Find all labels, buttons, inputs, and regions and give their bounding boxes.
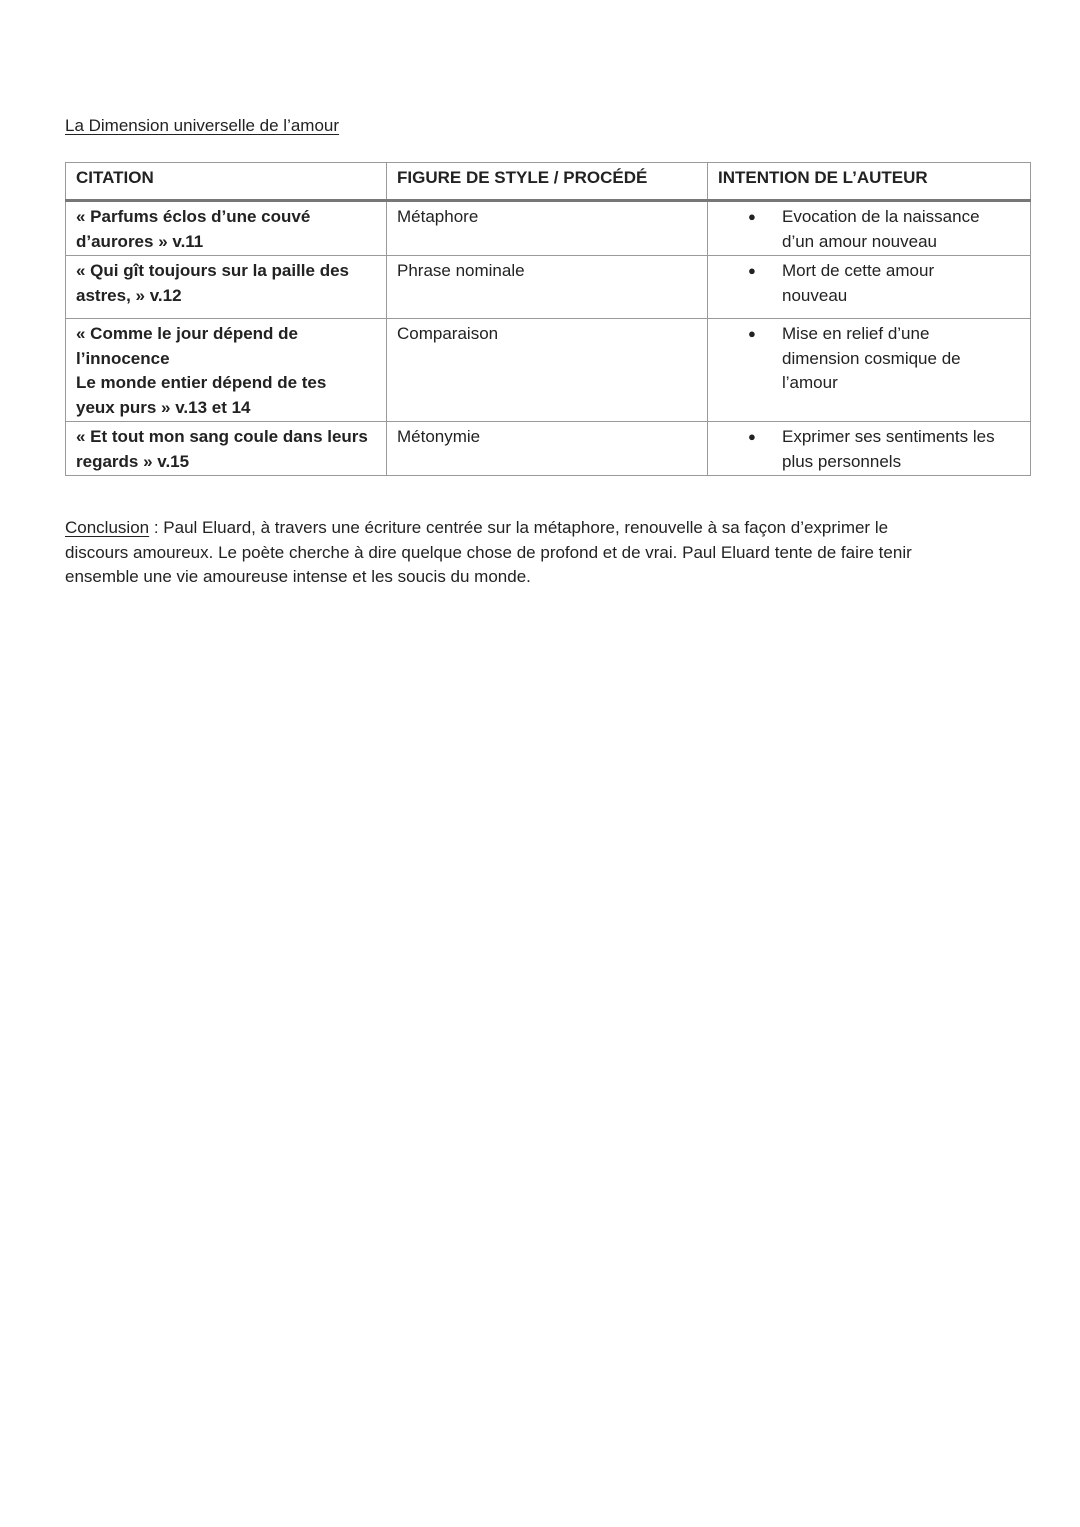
intention-line: plus personnels bbox=[782, 451, 902, 471]
header-figure: FIGURE DE STYLE / PROCÉDÉ bbox=[387, 163, 708, 201]
header-intention: INTENTION DE L’AUTEUR bbox=[708, 163, 1031, 201]
citation-cell bbox=[66, 422, 387, 476]
table-row bbox=[66, 319, 1031, 422]
intention-line: d’un amour nouveau bbox=[782, 231, 938, 251]
conclusion-paragraph bbox=[65, 516, 1005, 590]
citation-line: « Comme le jour dépend de bbox=[76, 324, 298, 343]
conclusion-label: Conclusion bbox=[65, 518, 150, 537]
conclusion-line: ensemble une vie amoureuse intense et les soucis du monde. bbox=[65, 567, 531, 586]
analysis-table bbox=[65, 162, 1031, 476]
citation-line: astres, » v.12 bbox=[76, 285, 182, 305]
intention-line: l’amour bbox=[782, 373, 838, 392]
header-citation: CITATION bbox=[66, 163, 387, 201]
citation-line: « Et tout mon sang coule dans leurs bbox=[76, 427, 368, 446]
table-row bbox=[66, 256, 1031, 319]
intention-line: dimension cosmique de bbox=[782, 348, 961, 368]
intention-line: Mise en relief d’une bbox=[782, 324, 930, 343]
bullet-icon: ● bbox=[748, 263, 756, 278]
table-row bbox=[66, 201, 1031, 256]
figure-cell: Phrase nominale bbox=[387, 256, 708, 319]
section-heading: La Dimension universelle de l’amour bbox=[65, 116, 340, 135]
citation-cell bbox=[66, 256, 387, 319]
intention-line: nouveau bbox=[782, 285, 848, 305]
intention-line: Exprimer ses sentiments les bbox=[782, 427, 995, 446]
intention-line: Mort de cette amour bbox=[782, 261, 935, 280]
intention-cell bbox=[708, 201, 1031, 256]
intention-cell bbox=[708, 422, 1031, 476]
intention-line: Evocation de la naissance bbox=[782, 207, 980, 226]
citation-line: regards » v.15 bbox=[76, 451, 190, 471]
intention-cell bbox=[708, 319, 1031, 422]
conclusion-line: discours amoureux. Le poète cherche à dire quelque chose de profond et de vrai. Paul Eluard tente de faire tenir bbox=[65, 542, 912, 562]
bullet-icon: ● bbox=[748, 429, 756, 444]
bullet-icon: ● bbox=[748, 209, 756, 224]
citation-line: « Parfums éclos d’une couvé bbox=[76, 207, 311, 226]
citation-line: l’innocence bbox=[76, 348, 170, 368]
conclusion-line: : Paul Eluard, à travers une écriture centrée sur la métaphore, renouvelle à sa façon d’exprimer le bbox=[149, 518, 889, 537]
citation-line: Le monde entier dépend de tes bbox=[76, 373, 327, 392]
table-row bbox=[66, 422, 1031, 476]
figure-cell: Métaphore bbox=[387, 201, 708, 256]
table-header-row bbox=[66, 163, 1031, 201]
intention-cell bbox=[708, 256, 1031, 319]
figure-cell: Métonymie bbox=[387, 422, 708, 476]
citation-line: d’aurores » v.11 bbox=[76, 231, 204, 251]
citation-line: « Qui gît toujours sur la paille des bbox=[76, 261, 349, 280]
figure-cell: Comparaison bbox=[387, 319, 708, 422]
citation-cell bbox=[66, 319, 387, 422]
bullet-icon: ● bbox=[748, 326, 756, 341]
citation-cell bbox=[66, 201, 387, 256]
citation-line: yeux purs » v.13 et 14 bbox=[76, 397, 251, 417]
